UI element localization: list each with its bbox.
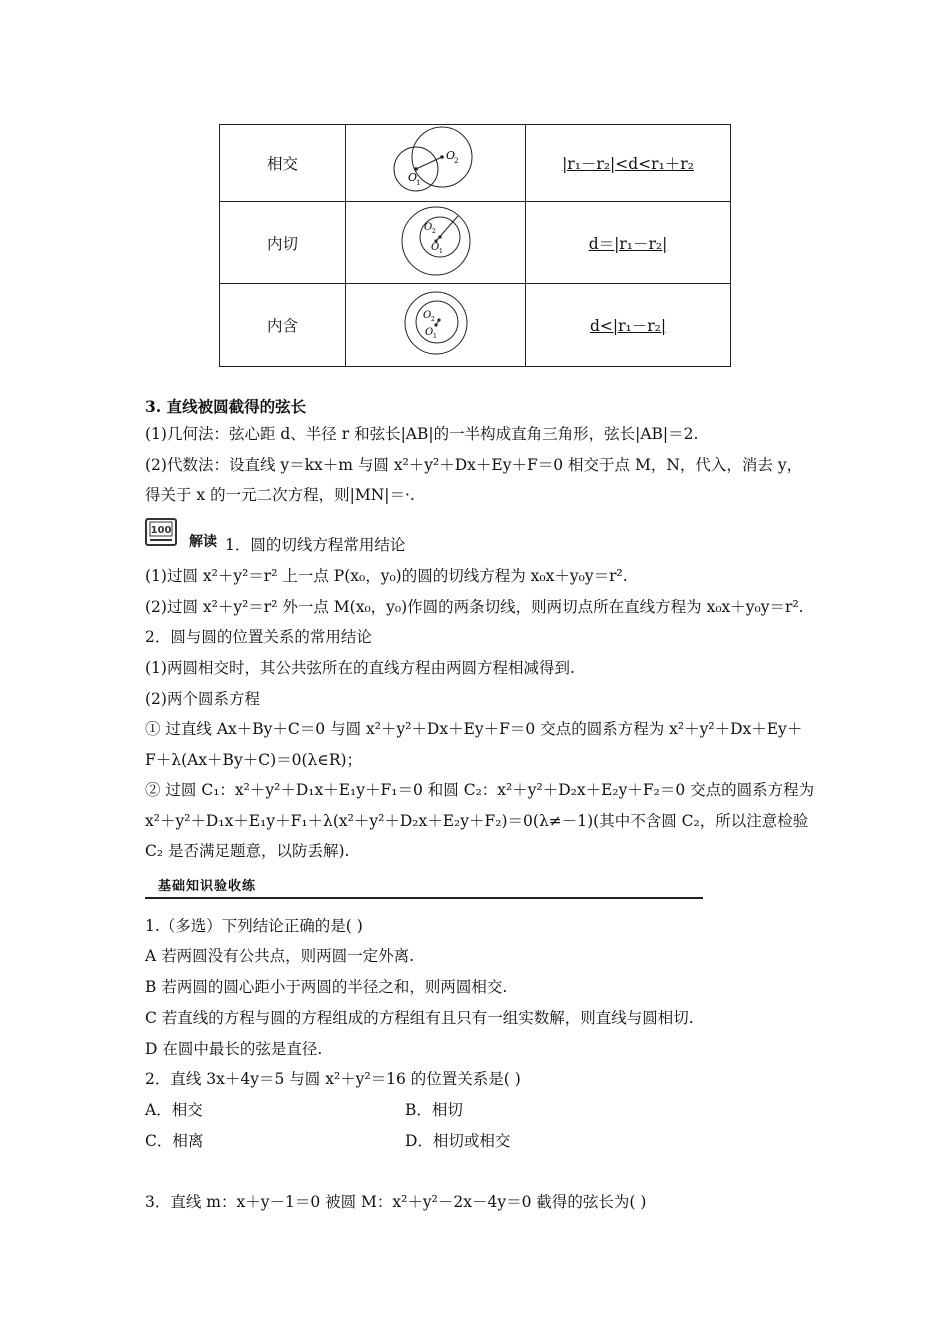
relation-name: 内切: [220, 202, 346, 284]
svg-text:1: 1: [438, 247, 443, 255]
figure-contained: [346, 284, 526, 367]
relation-condition: |r₁－r₂|<d<r₁＋r₂: [526, 125, 731, 202]
paragraph-line: (2)过圆 x²＋y²＝r² 外一点 M(x₀，y₀)作圆的两条切线，则两切点所在直线方程为 x₀x＋y₀y＝r².: [145, 598, 804, 616]
option-line: C 若直线的方程与圆的方程组成的方程组有且只有一组实数解，则直线与圆相切.: [145, 1009, 694, 1027]
option-line: A 若两圆没有公共点，则两圆一定外离.: [145, 947, 415, 965]
paragraph-line: ① 过直线 Ax＋By＋C＝0 与圆 x²＋y²＋Dx＋Ey＋F＝0 交点的圆系方程为 x²＋y²＋Dx＋Ey＋: [145, 720, 803, 738]
option-c: C．相离: [145, 1132, 204, 1150]
svg-text:O: O: [445, 149, 455, 162]
figure-intersect: [346, 125, 526, 202]
internally-tangent-circles-diagram: [396, 204, 476, 278]
option-b: B．相切: [405, 1101, 463, 1119]
paragraph-line: (1)几何法：弦心距 d、半径 r 和弦长|AB|的一半构成直角三角形，弦长|AB|＝2.: [145, 425, 699, 443]
jiedu-label: 解读: [189, 534, 217, 550]
intersecting-circles-diagram: [386, 125, 486, 197]
circle-relation-table: [219, 124, 731, 367]
paragraph-line: (2)两个圆系方程: [145, 690, 260, 708]
contained-circles-diagram: [401, 288, 471, 358]
option-a: A．相交: [145, 1101, 203, 1119]
question-3: 3．直线 m：x＋y－1＝0 被圆 M：x²＋y²－2x－4y＝0 截得的弦长为( ): [145, 1193, 647, 1211]
question-2: 2．直线 3x＋4y＝5 与圆 x²＋y²＝16 的位置关系是( ): [145, 1070, 521, 1088]
relation-name: 内含: [220, 284, 346, 367]
banner-divider: [145, 897, 703, 899]
paragraph-line: x²＋y²＋D₁x＋E₁y＋F₁＋λ(x²＋y²＋D₂x＋E₂y＋F₂)＝0(λ≠－1)(其中不含圆 C₂，所以注意检验: [145, 812, 809, 830]
score-100-icon: [145, 518, 177, 546]
option-d: D．相切或相交: [405, 1132, 511, 1150]
practice-banner-title: 基础知识验收练: [158, 879, 257, 894]
paragraph-line: 1．圆的切线方程常用结论: [225, 536, 406, 554]
paragraph-line: (2)代数法：设直线 y＝kx＋m 与圆 x²＋y²＋Dx＋Ey＋F＝0 相交于点 M，N，代入，消去 y，: [145, 456, 803, 474]
section-heading: 3. 直线被圆截得的弦长: [145, 397, 307, 416]
option-line: D 在圆中最长的弦是直径.: [145, 1040, 323, 1058]
svg-text:O: O: [422, 310, 431, 321]
svg-text:2: 2: [453, 157, 458, 165]
paragraph-line: F＋λ(Ax＋By＋C)＝0(λ∈R)；: [145, 751, 363, 769]
paragraph-line: (1)过圆 x²＋y²＝r² 上一点 P(x₀，y₀)的圆的切线方程为 x₀x＋y₀y＝r².: [145, 567, 628, 585]
badge-text: 100: [150, 525, 172, 536]
paragraph-line: C₂ 是否满足题意，以防丢解).: [145, 842, 350, 860]
svg-text:2: 2: [430, 316, 435, 323]
option-line: B 若两圆的圆心距小于两圆的半径之和，则两圆相交.: [145, 978, 508, 996]
svg-text:O: O: [423, 221, 432, 233]
relation-condition: d＝|r₁－r₂|: [526, 202, 731, 284]
svg-text:O: O: [407, 171, 417, 184]
relation-condition: d<|r₁－r₂|: [526, 284, 731, 367]
relation-name: 相交: [220, 125, 346, 202]
svg-text:1: 1: [432, 333, 437, 340]
question-1: 1.（多选）下列结论正确的是( ): [145, 917, 363, 935]
paragraph-line: ② 过圆 C₁：x²＋y²＋D₁x＋E₁y＋F₁＝0 和圆 C₂：x²＋y²＋D₂x＋E₂y＋F₂＝0 交点的圆系方程为: [145, 781, 815, 799]
table-row: [220, 284, 731, 367]
paragraph-line: (1)两圆相交时，其公共弦所在的直线方程由两圆方程相减得到.: [145, 659, 575, 677]
paragraph-line: 得关于 x 的一元二次方程，则|MN|＝·.: [145, 486, 415, 504]
table-row: [220, 202, 731, 284]
table-row: [220, 125, 731, 202]
figure-internal-tangent: [346, 202, 526, 284]
svg-text:O: O: [430, 241, 439, 253]
svg-text:O: O: [424, 327, 433, 338]
svg-text:1: 1: [415, 179, 420, 187]
svg-text:2: 2: [431, 227, 436, 235]
paragraph-line: 2．圆与圆的位置关系的常用结论: [145, 628, 372, 646]
